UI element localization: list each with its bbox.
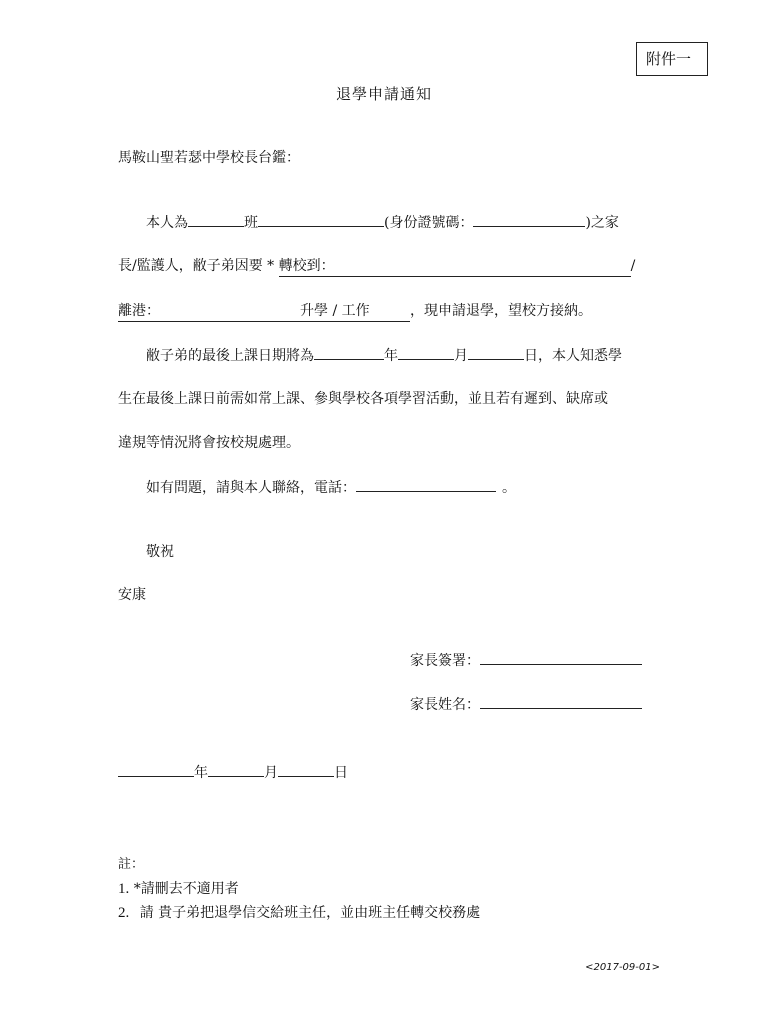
body-line-6: 違規等情況將會按校規處理。 [118, 435, 300, 451]
closing-regards: 安康 [118, 587, 146, 603]
notes-header: 註： [118, 857, 145, 872]
leave-hk-field[interactable]: 離港： 升學 / 工作 [118, 301, 410, 322]
phone-blank[interactable] [356, 477, 496, 492]
body-line-5: 生在最後上課日前需如常上課、參與學校各項學習活動，並且若有遲到、缺席或 [118, 391, 608, 407]
transfer-school-field[interactable]: 轉校到： [279, 256, 631, 277]
date-year-blank[interactable] [118, 762, 194, 777]
date-row: 年 月 日 [118, 762, 348, 782]
body-line-3: 離港： 升學 / 工作 ，現申請退學，望校方接納。 [118, 301, 658, 322]
parent-name-blank[interactable] [480, 694, 642, 709]
last-day-year-blank[interactable] [314, 345, 384, 360]
appendix-label: 附件一 [636, 42, 708, 76]
parent-signature-blank[interactable] [480, 650, 642, 665]
last-day-month-blank[interactable] [398, 345, 454, 360]
closing-wish: 敬祝 [146, 544, 174, 560]
last-day-day-blank[interactable] [468, 345, 524, 360]
body-line-1: 本人為 班 (身份證號碼： )之家 [146, 212, 619, 232]
body-line-2: 長/監護人，敝子弟因要 * 轉校到： / [118, 256, 658, 277]
page-title: 退學申請通知 [335, 85, 432, 103]
note-item-2: 2. 請 貴子弟把退學信交給班主任，並由班主任轉交校務處 [118, 905, 481, 921]
form-version-date: <2017-09-01> [585, 962, 660, 973]
body-line-4: 敝子弟的最後上課日期將為 年 月 日，本人知悉學 [146, 345, 622, 365]
student-name-blank[interactable] [258, 212, 384, 227]
salutation: 馬鞍山聖若瑟中學校長台鑑： [118, 150, 300, 166]
signature-row: 家長簽署： [410, 650, 642, 670]
class-blank[interactable] [188, 212, 244, 227]
note-item-1: 1. *請刪去不適用者 [118, 881, 239, 897]
body-line-7: 如有問題，請與本人聯絡，電話： 。 [146, 477, 516, 497]
id-number-blank[interactable] [473, 212, 585, 227]
parent-name-row: 家長姓名： [410, 694, 642, 714]
date-month-blank[interactable] [208, 762, 264, 777]
date-day-blank[interactable] [278, 762, 334, 777]
